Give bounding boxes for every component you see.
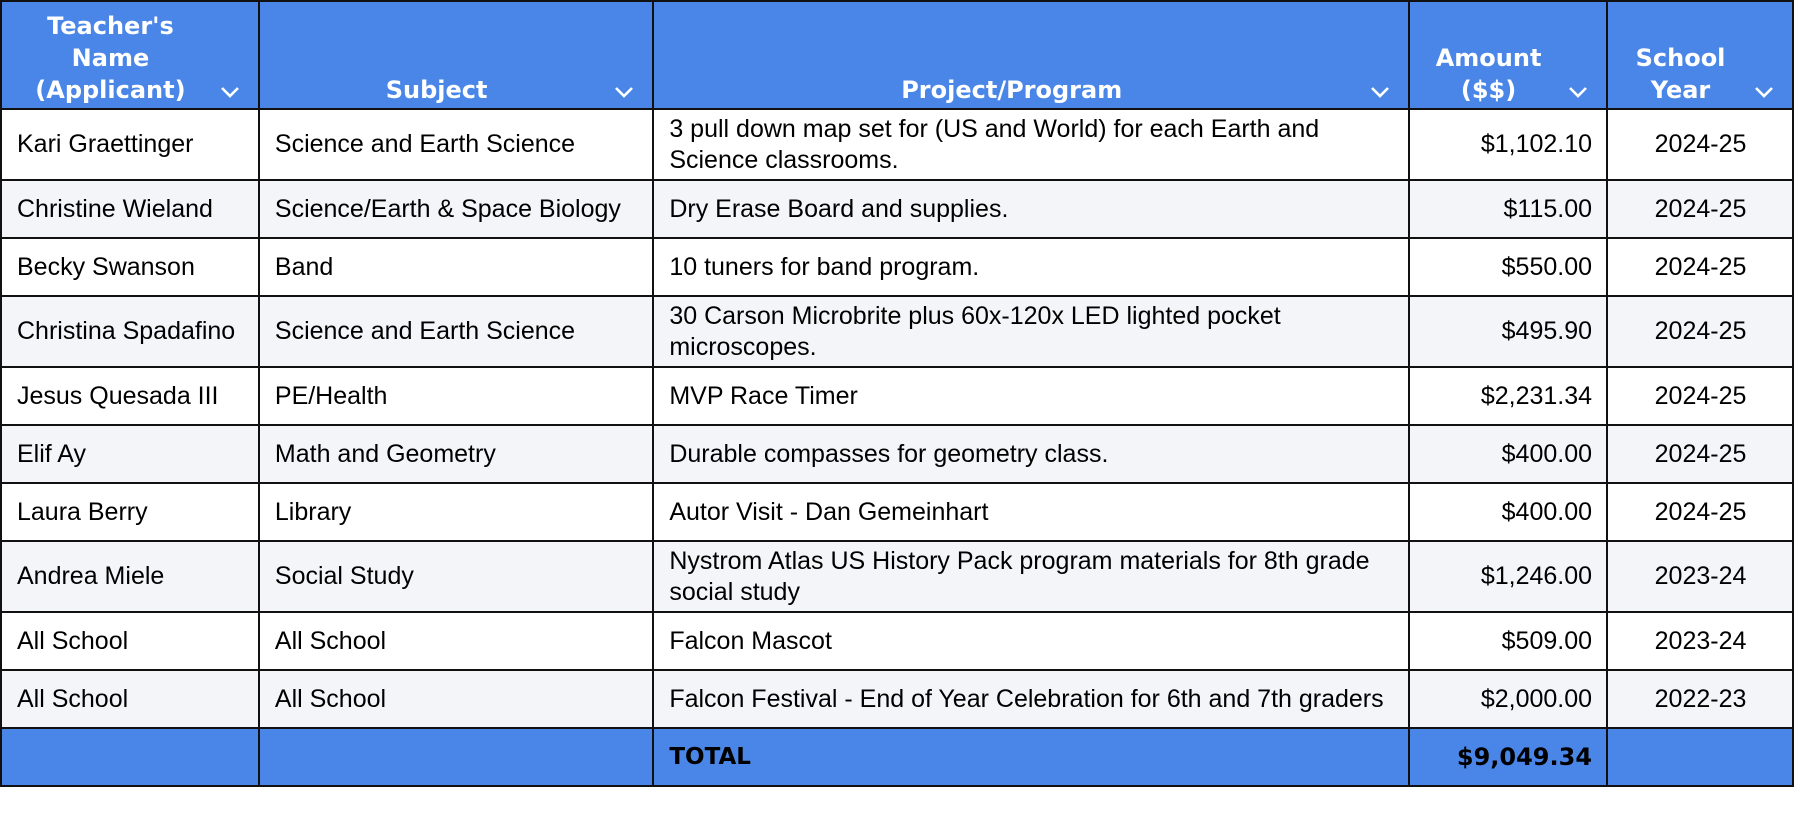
subject-cell[interactable]: Math and Geometry — [259, 425, 653, 483]
chevron-down-icon[interactable] — [220, 84, 240, 100]
teacher-cell[interactable]: All School — [1, 670, 259, 728]
project-cell[interactable]: Dry Erase Board and supplies. — [653, 180, 1409, 238]
amount-cell[interactable]: $495.90 — [1409, 296, 1607, 367]
teacher-cell[interactable]: Elif Ay — [1, 425, 259, 483]
amount-header-line1: Amount — [1435, 44, 1542, 72]
amount-cell[interactable]: $1,102.10 — [1409, 109, 1607, 180]
teacher-cell[interactable]: Laura Berry — [1, 483, 259, 541]
subject-cell[interactable]: Library — [259, 483, 653, 541]
subject-cell[interactable]: Band — [259, 238, 653, 296]
chevron-down-icon[interactable] — [614, 84, 634, 100]
school-year-cell[interactable]: 2024-25 — [1607, 180, 1793, 238]
project-cell[interactable]: 3 pull down map set for (US and World) for each Earth and Science classrooms. — [653, 109, 1409, 180]
header-row — [1, 1, 1793, 109]
column-header-amount[interactable] — [1409, 1, 1607, 109]
teacher-header-line1: Teacher's — [47, 12, 174, 40]
project-cell[interactable]: Nystrom Atlas US History Pack program materials for 8th grade social study — [653, 541, 1409, 612]
project-cell[interactable]: Autor Visit - Dan Gemeinhart — [653, 483, 1409, 541]
table-row — [1, 541, 1793, 612]
total-row — [1, 728, 1793, 786]
teacher-cell[interactable]: Christine Wieland — [1, 180, 259, 238]
chevron-down-icon[interactable] — [1754, 84, 1774, 100]
teacher-cell[interactable]: Jesus Quesada III — [1, 367, 259, 425]
subject-cell[interactable]: PE/Health — [259, 367, 653, 425]
column-header-project[interactable] — [653, 1, 1409, 109]
table-row — [1, 367, 1793, 425]
table-row — [1, 425, 1793, 483]
total-empty-cell[interactable] — [259, 728, 653, 786]
project-cell[interactable]: MVP Race Timer — [653, 367, 1409, 425]
column-header-subject[interactable] — [259, 1, 653, 109]
amount-cell[interactable]: $400.00 — [1409, 483, 1607, 541]
total-label-cell[interactable]: TOTAL — [653, 728, 1409, 786]
total-amount-cell[interactable]: $9,049.34 — [1409, 728, 1607, 786]
column-header-school-year[interactable] — [1607, 1, 1793, 109]
school-year-cell[interactable]: 2024-25 — [1607, 425, 1793, 483]
project-cell[interactable]: 10 tuners for band program. — [653, 238, 1409, 296]
teacher-cell[interactable]: Andrea Miele — [1, 541, 259, 612]
table-row — [1, 109, 1793, 180]
school-year-cell[interactable]: 2023-24 — [1607, 612, 1793, 670]
amount-cell[interactable]: $115.00 — [1409, 180, 1607, 238]
amount-cell[interactable]: $550.00 — [1409, 238, 1607, 296]
school-year-cell[interactable]: 2022-23 — [1607, 670, 1793, 728]
school-year-cell[interactable]: 2024-25 — [1607, 367, 1793, 425]
project-cell[interactable]: 30 Carson Microbrite plus 60x-120x LED lighted pocket microscopes. — [653, 296, 1409, 367]
year-header-line2: Year — [1650, 76, 1711, 104]
subject-cell[interactable]: All School — [259, 612, 653, 670]
amount-header-line2: ($$) — [1460, 76, 1517, 104]
subject-header-label: Subject — [385, 76, 488, 104]
amount-cell[interactable]: $1,246.00 — [1409, 541, 1607, 612]
project-header-label: Project/Program — [901, 76, 1123, 104]
subject-cell[interactable]: Science/Earth & Space Biology — [259, 180, 653, 238]
amount-cell[interactable]: $400.00 — [1409, 425, 1607, 483]
table-row — [1, 612, 1793, 670]
total-empty-cell[interactable] — [1607, 728, 1793, 786]
chevron-down-icon[interactable] — [1370, 84, 1390, 100]
table-row — [1, 483, 1793, 541]
column-header-teacher[interactable] — [1, 1, 259, 109]
teacher-cell[interactable]: Christina Spadafino — [1, 296, 259, 367]
subject-cell[interactable]: Social Study — [259, 541, 653, 612]
amount-cell[interactable]: $509.00 — [1409, 612, 1607, 670]
table-row — [1, 180, 1793, 238]
project-cell[interactable]: Falcon Festival - End of Year Celebration for 6th and 7th graders — [653, 670, 1409, 728]
teacher-cell[interactable]: Kari Graettinger — [1, 109, 259, 180]
subject-cell[interactable]: All School — [259, 670, 653, 728]
project-cell[interactable]: Durable compasses for geometry class. — [653, 425, 1409, 483]
amount-cell[interactable]: $2,231.34 — [1409, 367, 1607, 425]
school-year-cell[interactable]: 2024-25 — [1607, 483, 1793, 541]
year-header-line1: School — [1635, 44, 1726, 72]
subject-cell[interactable]: Science and Earth Science — [259, 296, 653, 367]
table-row — [1, 238, 1793, 296]
teacher-cell[interactable]: Becky Swanson — [1, 238, 259, 296]
total-empty-cell[interactable] — [1, 728, 259, 786]
teacher-header-line3: (Applicant) — [35, 76, 186, 104]
amount-cell[interactable]: $2,000.00 — [1409, 670, 1607, 728]
table-row — [1, 296, 1793, 367]
subject-cell[interactable]: Science and Earth Science — [259, 109, 653, 180]
school-year-cell[interactable]: 2024-25 — [1607, 238, 1793, 296]
school-year-cell[interactable]: 2023-24 — [1607, 541, 1793, 612]
table-row — [1, 670, 1793, 728]
chevron-down-icon[interactable] — [1568, 84, 1588, 100]
school-year-cell[interactable]: 2024-25 — [1607, 296, 1793, 367]
school-year-cell[interactable]: 2024-25 — [1607, 109, 1793, 180]
teacher-header-line2: Name — [71, 44, 150, 72]
project-cell[interactable]: Falcon Mascot — [653, 612, 1409, 670]
teacher-cell[interactable]: All School — [1, 612, 259, 670]
